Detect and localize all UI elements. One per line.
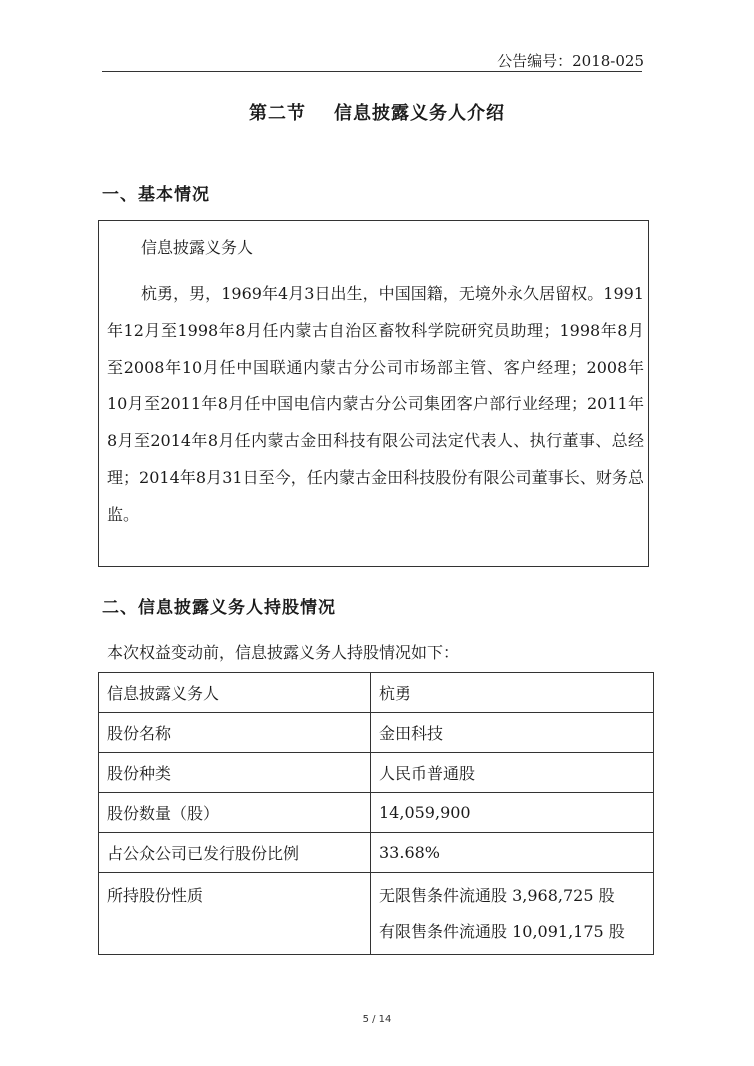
row-value: 33.68% xyxy=(371,833,654,873)
section-title xyxy=(0,99,754,125)
row-value: 人民币普通股 xyxy=(371,753,654,793)
table-row xyxy=(99,793,654,833)
unrestricted-shares: 无限售条件流通股 3,968,725 股 xyxy=(379,885,615,905)
section-number: 第二节 xyxy=(249,103,306,124)
row-value: 金田科技 xyxy=(371,713,654,753)
bio-box xyxy=(98,220,649,567)
row-label: 所持股份性质 xyxy=(99,873,371,955)
row-value: 14,059,900 xyxy=(371,793,654,833)
share-nature-cell xyxy=(371,873,654,955)
table-row xyxy=(99,833,654,873)
holdings-table xyxy=(98,672,654,955)
header-rule xyxy=(102,71,642,72)
basic-info-heading: 一、基本情况 xyxy=(102,185,210,205)
section-name: 信息披露义务人介绍 xyxy=(334,103,505,124)
row-label: 信息披露义务人 xyxy=(99,673,371,713)
bio-text: 杭勇，男，1969年4月3日出生，中国国籍，无境外永久居留权。1991年12月至1998年8月任内蒙古自治区畜牧科学院研究员助理；1998年8月至2008年10月任中国联通内蒙古分公司市场部主管、客户经理；2008年10月至2011年8月任中国电信内蒙古分公司集团客户部行业经理；2011年8月至2014年8月任内蒙古金田科技有限公司法定代表人、执行董事、总经理；2014年8月31日至今，任内蒙古金田科技股份有限公司董事长、财务总监。 xyxy=(107,284,644,524)
holdings-heading: 二、信息披露义务人持股情况 xyxy=(102,598,336,618)
holdings-intro: 本次权益变动前，信息披露义务人持股情况如下： xyxy=(107,643,460,662)
row-label: 股份名称 xyxy=(99,713,371,753)
table-row xyxy=(99,873,654,955)
table-row xyxy=(99,753,654,793)
table-row xyxy=(99,673,654,713)
restricted-shares: 有限售条件流通股 10,091,175 股 xyxy=(379,921,625,941)
announcement-number: 公告编号：2018-025 xyxy=(497,52,644,70)
row-value: 杭勇 xyxy=(371,673,654,713)
table-row xyxy=(99,713,654,753)
row-label: 股份数量（股） xyxy=(99,793,371,833)
row-label: 股份种类 xyxy=(99,753,371,793)
page-number: 5 / 14 xyxy=(362,1014,392,1025)
row-label: 占公众公司已发行股份比例 xyxy=(99,833,371,873)
role-label: 信息披露义务人 xyxy=(141,238,254,257)
